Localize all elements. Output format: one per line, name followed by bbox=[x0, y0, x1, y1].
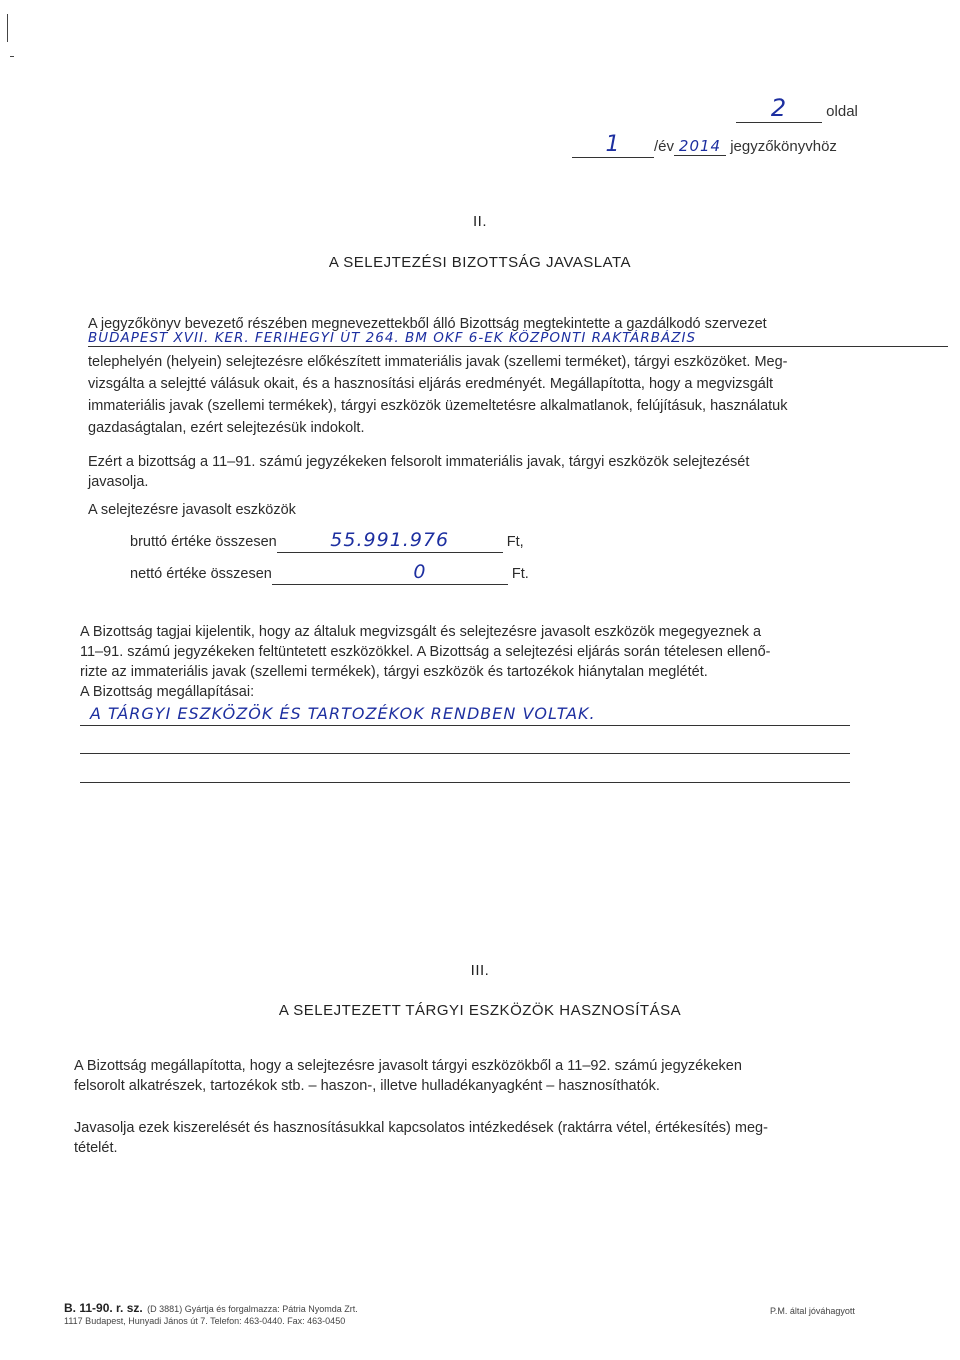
section-2-para-1-line-6: gazdaságtalan, ezért selejtezésük indokolt. bbox=[88, 420, 365, 436]
margin-tick bbox=[10, 56, 14, 57]
section-2-para-2-line-1: Ezért a bizottság a 11–91. számú jegyzékeken felsorolt immateriális javak, tárgyi eszközök selejtezését bbox=[88, 454, 750, 470]
section-2-title: A SELEJTEZÉSI BIZOTTSÁG JAVASLATA bbox=[328, 254, 632, 271]
minutes-reference-row bbox=[572, 132, 892, 158]
gross-value-row bbox=[130, 530, 600, 553]
year-prefix-field bbox=[572, 132, 654, 158]
page-number-value: 2 bbox=[770, 94, 788, 122]
approval-note: P.M. által jóváhagyott bbox=[770, 1306, 855, 1316]
section-3-title: A SELEJTEZETT TÁRGYI ESZKÖZÖK HASZNOSÍTÁSA bbox=[278, 1002, 682, 1019]
section-3-number: III. bbox=[470, 962, 490, 979]
printer-info-line-1: (D 3881) Gyártja és forgalmazza: Pátria Nyomda Zrt. bbox=[147, 1304, 358, 1314]
net-value-row bbox=[130, 562, 600, 585]
findings-blank-line-2 bbox=[80, 760, 850, 783]
year-separator: /év bbox=[654, 138, 675, 155]
printer-info-line-2: 1117 Budapest, Hunyadi János út 7. Telefon: 463-0440. Fax: 463-0450 bbox=[64, 1316, 346, 1326]
section-2-para-3-line-3: rizte az immateriális javak (szellemi termékek), tárgyi eszközök és tartozékok hiánytalan meglétét. bbox=[80, 664, 708, 680]
gross-value-field bbox=[277, 530, 503, 553]
section-3-para-1-line-1: A Bizottság megállapította, hogy a selejtezésre javasolt tárgyi eszközökből a 11–92. számú jegyzékeken bbox=[74, 1058, 742, 1074]
section-2-para-3-line-2: 11–91. számú jegyzékeken feltüntetett eszközökkel. A Bizottság a selejtezési eljárás során tételesen ellenő- bbox=[80, 644, 771, 660]
year-field bbox=[674, 137, 726, 156]
page-label: oldal bbox=[826, 103, 858, 120]
section-3-para-1-line-2: felsorolt alkatrészek, tartozékok stb. – haszon-, illetve hulladékanyagként – hasznosíthatók. bbox=[74, 1078, 660, 1094]
gross-value: 55.991.976 bbox=[330, 529, 450, 551]
minutes-label: jegyzőkönyvhöz bbox=[730, 138, 837, 155]
footer-form-row bbox=[64, 1299, 664, 1317]
section-2-number: II. bbox=[472, 213, 487, 230]
section-2-para-1-line-3: telephelyén (helyein) selejtezésre előkészített immateriális javak (szellemi terméket), tárgyi eszközöket. Meg- bbox=[88, 354, 788, 370]
net-currency: Ft. bbox=[511, 566, 529, 582]
section-3-para-2-line-1: Javasolja ezek kiszerelését és hasznosításukkal kapcsolatos intézkedések (raktárra vétel, értékesítés) meg- bbox=[74, 1120, 768, 1136]
year-prefix-value: 1 bbox=[605, 132, 621, 157]
year-value: 2014 bbox=[678, 137, 722, 155]
findings-handwritten-line: A TÁRGYI ESZKÖZÖK ÉS TARTOZÉKOK RENDBEN VOLTAK. bbox=[80, 704, 850, 726]
findings-label: A Bizottság megállapításai: bbox=[80, 684, 255, 700]
gross-currency: Ft, bbox=[506, 534, 524, 550]
section-2-para-3-line-1: A Bizottság tagjai kijelentik, hogy az általuk megvizsgált és selejtezésre javasolt eszközök megegyeznek a bbox=[80, 624, 762, 640]
proposed-assets-label: A selejtezésre javasolt eszközök bbox=[88, 502, 296, 518]
section-2-para-2-line-2: javasolja. bbox=[88, 474, 149, 490]
net-value-field bbox=[272, 562, 508, 585]
page-number-row bbox=[736, 94, 876, 123]
findings-blank-line-1 bbox=[80, 731, 850, 754]
form-code: B. 11-90. r. sz. bbox=[64, 1301, 143, 1315]
section-2-para-1-line-5: immateriális javak (szellemi termékek), tárgyi eszközök üzemeltetésre alkalmatlanok, felújításuk, használatuk bbox=[88, 398, 788, 414]
site-handwritten-entry: BUDAPEST XVII. KER. FERIHEGYI ÚT 264. BM OKF 6-EK KÖZPONTI RAKTÁRBÁZIS bbox=[88, 330, 948, 347]
margin-mark bbox=[7, 14, 8, 42]
page-number-field bbox=[736, 94, 822, 123]
net-value: 0 bbox=[413, 561, 427, 583]
section-3-para-2-line-2: tételét. bbox=[74, 1140, 118, 1156]
net-value-label: nettó értéke összesen bbox=[130, 566, 272, 582]
section-2-para-1-line-1: A jegyzőkönyv bevezető részében megnevezettekből álló Bizottság megtekintette a gazdálkodó szervezet bbox=[88, 316, 767, 332]
gross-value-label: bruttó értéke összesen bbox=[130, 534, 277, 550]
section-2-para-1-line-4: vizsgálta a selejtté válásuk okait, és a hasznosítási eljárás eredményét. Megállapította, hogy a megvizsgált bbox=[88, 376, 774, 392]
